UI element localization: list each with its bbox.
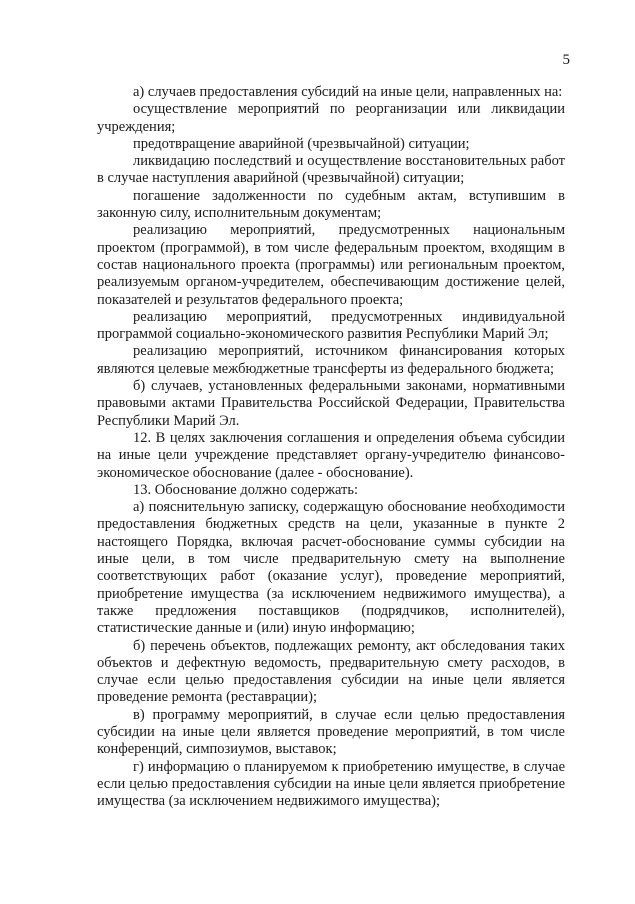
paragraph: реализацию мероприятий, источником финансирования которых являются целевые межбюджетные трансферты из федерального бюджета;: [97, 343, 565, 377]
paragraph: б) перечень объектов, подлежащих ремонту, акт обследования таких объектов и дефектную ведомость, предварительную смету расходов, в случае если целью предоставления субсидии на иные цели является проведение ремонта (реставрации);: [97, 637, 565, 706]
paragraph: реализацию мероприятий, предусмотренных индивидуальной программой социально-экономического развития Республики Марий Эл;: [97, 308, 565, 343]
paragraph: а) случаев предоставления субсидий на иные цели, направленных на:: [133, 84, 563, 100]
paragraph: осуществление мероприятий по реорганизации или ликвидации учреждения;: [97, 101, 565, 135]
paragraph: в) программу мероприятий, в случае если целью предоставления субсидии на иные цели является проведение мероприятий, в том числе конференций, симпозиумов, выставок;: [97, 706, 565, 758]
paragraph: г) информацию о планируемом к приобретению имуществе, в случае если целью предоставления субсидии на иные цели является приобретение имущества (за исключением недвижимого имущества);: [97, 758, 565, 810]
paragraph: а) пояснительную записку, содержащую обоснование необходимости предоставления бюджетных средств на цели, указанные в пункте 2 настоящего Порядка, включая расчет-обоснование суммы субсидии на иные цели, в том числе предварительную смету на выполнение соответствующих работ (оказание услуг), проведение мероприятий, приобретение имущества (за исключением недвижимого имущества), а также предложения поставщиков (подрядчиков, исполнителей), статистические данные и (или) иную информацию;: [97, 499, 565, 637]
paragraph: реализацию мероприятий, предусмотренных национальным проектом (программой), в том числе федеральным проектом, входящим в состав национального проекта (программы) или региональным проектом, реализуемым органом-учредителем, обеспечивающим достижение целей, показателей и результатов федерального проекта;: [97, 222, 565, 308]
paragraph: предотвращение аварийной (чрезвычайной) ситуации;: [133, 135, 470, 152]
paragraph: 12. В целях заключения соглашения и определения объема субсидии на иные цели учреждение представляет органу-учредителю финансово-экономическое обоснование (далее - обоснование).: [97, 429, 565, 481]
page-number: 5: [562, 52, 570, 68]
paragraph: 13. Обоснование должно содержать:: [133, 481, 359, 498]
paragraph: ликвидацию последствий и осуществление восстановительных работ в случае наступления аварийной (чрезвычайной) ситуации;: [97, 153, 565, 187]
paragraph: б) случаев, установленных федеральными законами, нормативными правовыми актами Правительства Российской Федерации, Правительства Республики Марий Эл.: [97, 378, 565, 429]
document-body: [97, 84, 565, 810]
paragraph: погашение задолженности по судебным актам, вступившим в законную силу, исполнительным документам;: [97, 187, 565, 222]
